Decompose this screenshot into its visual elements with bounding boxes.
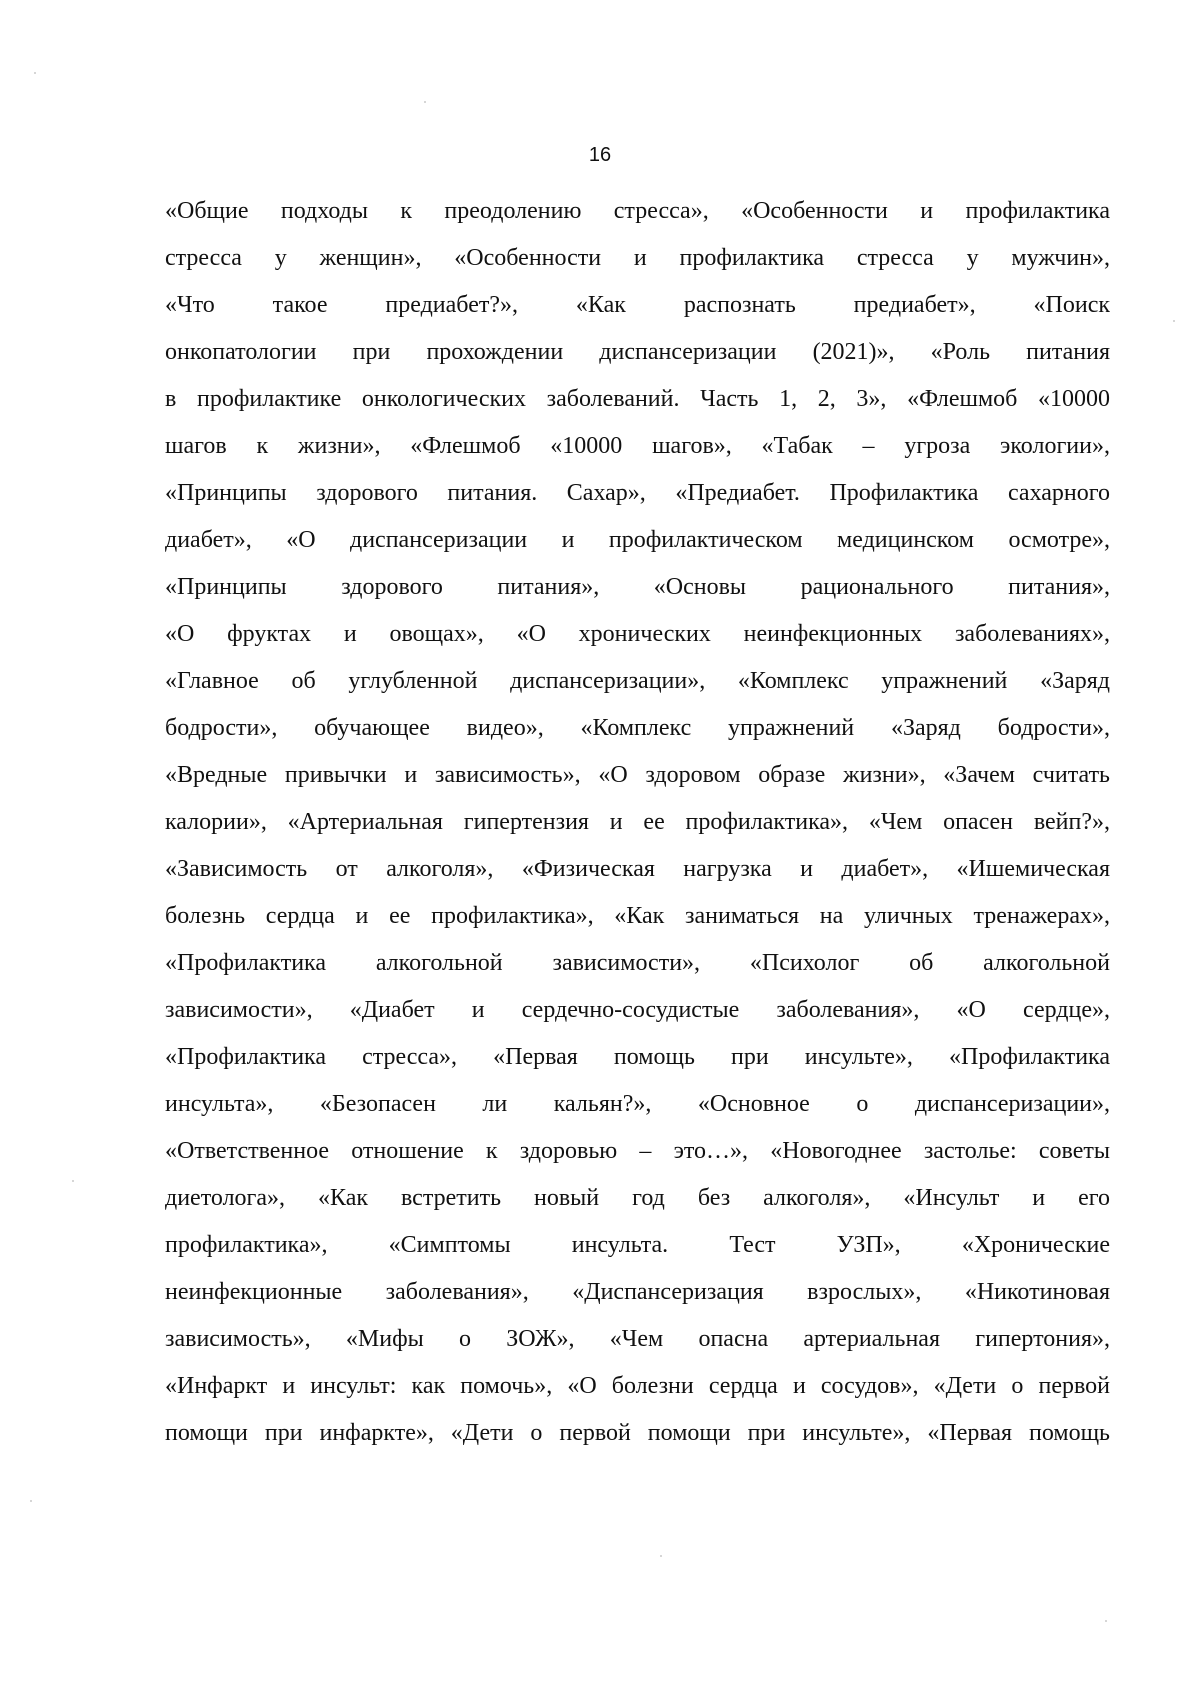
text-line: «Зависимость от алкоголя», «Физическая нагрузка и диабет», «Ишемическая (165, 856, 1110, 882)
text-line: «Профилактика алкогольной зависимости», «Психолог об алкогольной (165, 950, 1110, 976)
text-line: болезнь сердца и ее профилактика», «Как заниматься на уличных тренажерах», (165, 903, 1110, 929)
text-line: диетолога», «Как встретить новый год без алкоголя», «Инсульт и его (165, 1185, 1110, 1211)
text-line: «Что такое предиабет?», «Как распознать предиабет», «Поиск (165, 292, 1110, 318)
text-line: неинфекционные заболевания», «Диспансеризация взрослых», «Никотиновая (165, 1279, 1110, 1305)
text-line: зависимости», «Диабет и сердечно-сосудистые заболевания», «О сердце», (165, 997, 1110, 1023)
text-line: «Главное об углубленной диспансеризации», «Комплекс упражнений «Заряд (165, 668, 1110, 694)
scan-speck (424, 101, 426, 103)
text-line: «Принципы здорового питания», «Основы рационального питания», (165, 574, 1110, 600)
text-line: зависимость», «Мифы о ЗОЖ», «Чем опасна артериальная гипертония», (165, 1326, 1110, 1352)
text-line: онкопатологии при прохождении диспансеризации (2021)», «Роль питания (165, 339, 1110, 365)
scan-speck (1173, 320, 1175, 322)
text-line: шагов к жизни», «Флешмоб «10000 шагов», «Табак – угроза экологии», (165, 433, 1110, 459)
text-line: профилактика», «Симптомы инсульта. Тест УЗП», «Хронические (165, 1232, 1110, 1258)
text-line: калории», «Артериальная гипертензия и ее профилактика», «Чем опасен вейп?», (165, 809, 1110, 835)
text-line: стресса у женщин», «Особенности и профилактика стресса у мужчин», (165, 245, 1110, 271)
text-line: в профилактике онкологических заболеваний. Часть 1, 2, 3», «Флешмоб «10000 (165, 386, 1110, 412)
text-line: «Вредные привычки и зависимость», «О здоровом образе жизни», «Зачем считать (165, 762, 1110, 788)
scan-speck (660, 1555, 662, 1557)
text-line: «Инфаркт и инсульт: как помочь», «О болезни сердца и сосудов», «Дети о первой (165, 1373, 1110, 1399)
scan-speck (30, 1500, 32, 1502)
text-line: диабет», «О диспансеризации и профилактическом медицинском осмотре», (165, 527, 1110, 553)
text-line: «Принципы здорового питания. Сахар», «Предиабет. Профилактика сахарного (165, 480, 1110, 506)
page-number: 16 (588, 144, 612, 166)
scan-speck (72, 1180, 74, 1182)
text-line: «Ответственное отношение к здоровью – это…», «Новогоднее застолье: советы (165, 1138, 1110, 1164)
body-paragraph (165, 188, 1110, 1457)
text-line: «О фруктах и овощах», «О хронических неинфекционных заболеваниях», (165, 621, 1110, 647)
text-line: «Профилактика стресса», «Первая помощь при инсульте», «Профилактика (165, 1044, 1110, 1070)
scan-speck (34, 72, 36, 74)
scan-speck (1105, 1620, 1107, 1622)
text-line: «Общие подходы к преодолению стресса», «Особенности и профилактика (165, 198, 1110, 224)
text-line: помощи при инфаркте», «Дети о первой помощи при инсульте», «Первая помощь (165, 1420, 1110, 1446)
text-line: бодрости», обучающее видео», «Комплекс упражнений «Заряд бодрости», (165, 715, 1110, 741)
text-line: инсульта», «Безопасен ли кальян?», «Основное о диспансеризации», (165, 1091, 1110, 1117)
